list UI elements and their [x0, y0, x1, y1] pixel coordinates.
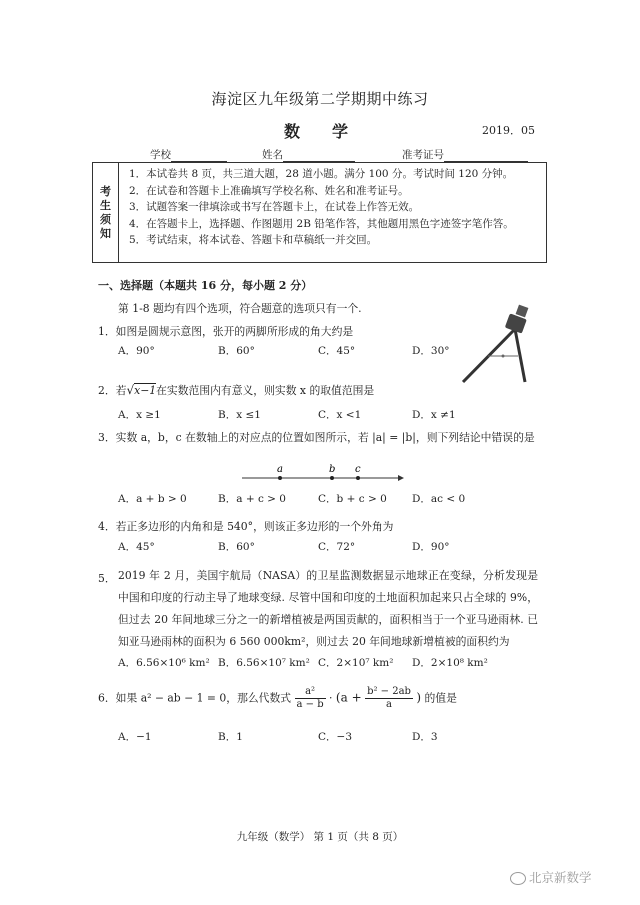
q2-stem: [98, 383, 374, 398]
compass-figure: [455, 304, 545, 386]
school-blank: [171, 150, 227, 162]
section-intro: 第 1-8 题均有四个选项，符合题意的选项只有一个.: [118, 302, 362, 315]
q5-option-c[interactable]: C．2×10⁷ km²: [318, 657, 394, 669]
q6-suffix: 的值是: [424, 691, 457, 705]
label-c: c: [355, 464, 361, 475]
q3-option-b[interactable]: B．a + c > 0: [218, 493, 286, 505]
q6-option-b[interactable]: B．1: [218, 731, 243, 743]
name-blank: [283, 150, 355, 162]
sqrt-symbol: √: [126, 383, 135, 397]
q5-option-a[interactable]: A．6.56×10⁶ km²: [118, 657, 210, 669]
point-a: [278, 476, 282, 480]
notice-box: [92, 162, 547, 263]
name-label: 姓名: [262, 149, 283, 161]
point-c: [356, 476, 360, 480]
exam-id-blank: [444, 150, 528, 162]
subject-title: 数 学: [283, 122, 356, 141]
paren-open: (a +: [335, 690, 362, 705]
notice-item: 1．本试卷共 8 页，共三道大题，28 道小题。满分 100 分。考试时间 120 分钟。: [129, 168, 514, 180]
wechat-icon: [510, 872, 526, 885]
frac1-numerator: a²: [295, 686, 326, 699]
school-field: [150, 147, 227, 162]
q3-option-c[interactable]: C．b + c > 0: [318, 493, 387, 505]
q1-option-c[interactable]: C．45°: [318, 345, 356, 357]
name-field: [262, 147, 355, 162]
q6-fraction-2: [365, 686, 413, 711]
frac2-denominator: a: [386, 699, 392, 710]
q4-option-d[interactable]: D．90°: [412, 541, 450, 553]
q5-stem: 2019 年 2 月，美国宇航局（NASA）的卫星监测数据显示地球正在变绿，分析发现是中国和印度的行动主导了地球变绿. 尽管中国和印度的土地面积加起来只占全球的 9%，但过去 20 年间地球三分之一的新增植被是两国贡献的，面积相当于一个亚马逊雨林. 已知亚马逊雨林的面积为 6 560 000km²，则过去 20 年间地球新增植被的面积约为: [118, 569, 538, 648]
label-a: a: [277, 464, 283, 475]
q6-option-d[interactable]: D．3: [412, 731, 438, 743]
q2-prefix: 2．若: [98, 384, 127, 397]
q6-option-c[interactable]: C．−3: [318, 731, 353, 743]
q1-option-d[interactable]: D．30°: [412, 345, 450, 357]
exam-id-field: [402, 147, 528, 162]
q5-number: 5．: [98, 572, 116, 585]
exam-date: 2019．05: [482, 124, 535, 137]
notice-item: 4．在答题卡上，选择题、作图题用 2B 铅笔作答，其他题用黑色字迹签字笔作答。: [129, 217, 514, 230]
q4-option-a[interactable]: A．45°: [118, 541, 155, 553]
q1-option-b[interactable]: B．60°: [218, 345, 255, 357]
q3-option-a[interactable]: A．a + b > 0: [118, 493, 187, 505]
notice-head: [93, 163, 119, 262]
q5-option-b[interactable]: B．6.56×10⁷ km²: [218, 657, 310, 669]
q6-prefix: 6．如果 a² − ab − 1 = 0，那么代数式: [98, 691, 292, 705]
q3-stem: 3．实数 a，b，c 在数轴上的对应点的位置如图所示，若 |a| = |b|，则下列结论中错误的是: [98, 431, 535, 444]
notice-item: 3．试题答案一律填涂或书写在答题卡上，在试卷上作答无效。: [129, 201, 420, 213]
frac2-numerator: b² − 2ab: [367, 686, 411, 697]
q4-option-b[interactable]: B．60°: [218, 541, 255, 553]
label-b: b: [329, 464, 336, 475]
q2-option-a[interactable]: A．x ≥1: [118, 409, 161, 421]
section-title: 一、选择题（本题共 16 分，每小题 2 分）: [98, 279, 313, 292]
notice-head-char: 须: [100, 212, 111, 226]
q6-fraction-1: [295, 686, 326, 711]
watermark: [510, 868, 592, 886]
q3-option-d[interactable]: D．ac < 0: [412, 493, 466, 505]
notice-item: 5．考试结束，将本试卷、答题卡和草稿纸一并交回。: [129, 234, 378, 246]
watermark-text: 北京新数学: [529, 870, 592, 885]
q5-option-d[interactable]: D．2×10⁸ km²: [412, 657, 488, 669]
q6-option-a[interactable]: A．−1: [118, 731, 152, 743]
notice-list: [129, 166, 542, 249]
point-b: [330, 476, 334, 480]
compass-icon: [463, 305, 528, 382]
school-label: 学校: [150, 149, 171, 161]
notice-head-char: 生: [100, 198, 111, 212]
exam-title: 海淀区九年级第二学期期中练习: [211, 90, 429, 108]
frac1-denominator: a − b: [296, 699, 324, 710]
q2-suffix: 在实数范围内有意义，则实数 x 的取值范围是: [156, 384, 375, 397]
number-line-figure: [238, 462, 406, 486]
q1-stem: 1．如图是圆规示意图，张开的两脚所形成的角大约是: [98, 325, 354, 338]
notice-item: 2．在试卷和答题卡上准确填写学校名称、姓名和准考证号。: [129, 184, 409, 197]
q1-option-a[interactable]: A．90°: [118, 345, 155, 357]
notice-head-char: 考: [100, 184, 111, 198]
q4-option-c[interactable]: C．72°: [318, 541, 356, 553]
q6-stem: [98, 686, 457, 711]
exam-id-label: 准考证号: [402, 149, 444, 161]
q2-option-d[interactable]: D．x ≠1: [412, 409, 456, 421]
page-footer: 九年级（数学） 第 1 页（共 8 页）: [236, 831, 404, 843]
arrow-icon: [398, 475, 404, 481]
q4-stem: 4．若正多边形的内角和是 540°，则该正多边形的一个外角为: [98, 520, 394, 533]
paren-close: ): [416, 690, 422, 705]
q2-option-c[interactable]: C．x <1: [318, 409, 362, 421]
dot-operator: ·: [329, 691, 333, 705]
q2-radicand: x−1: [134, 384, 157, 397]
q2-option-b[interactable]: B．x ≤1: [218, 409, 261, 421]
notice-head-char: 知: [100, 226, 111, 240]
